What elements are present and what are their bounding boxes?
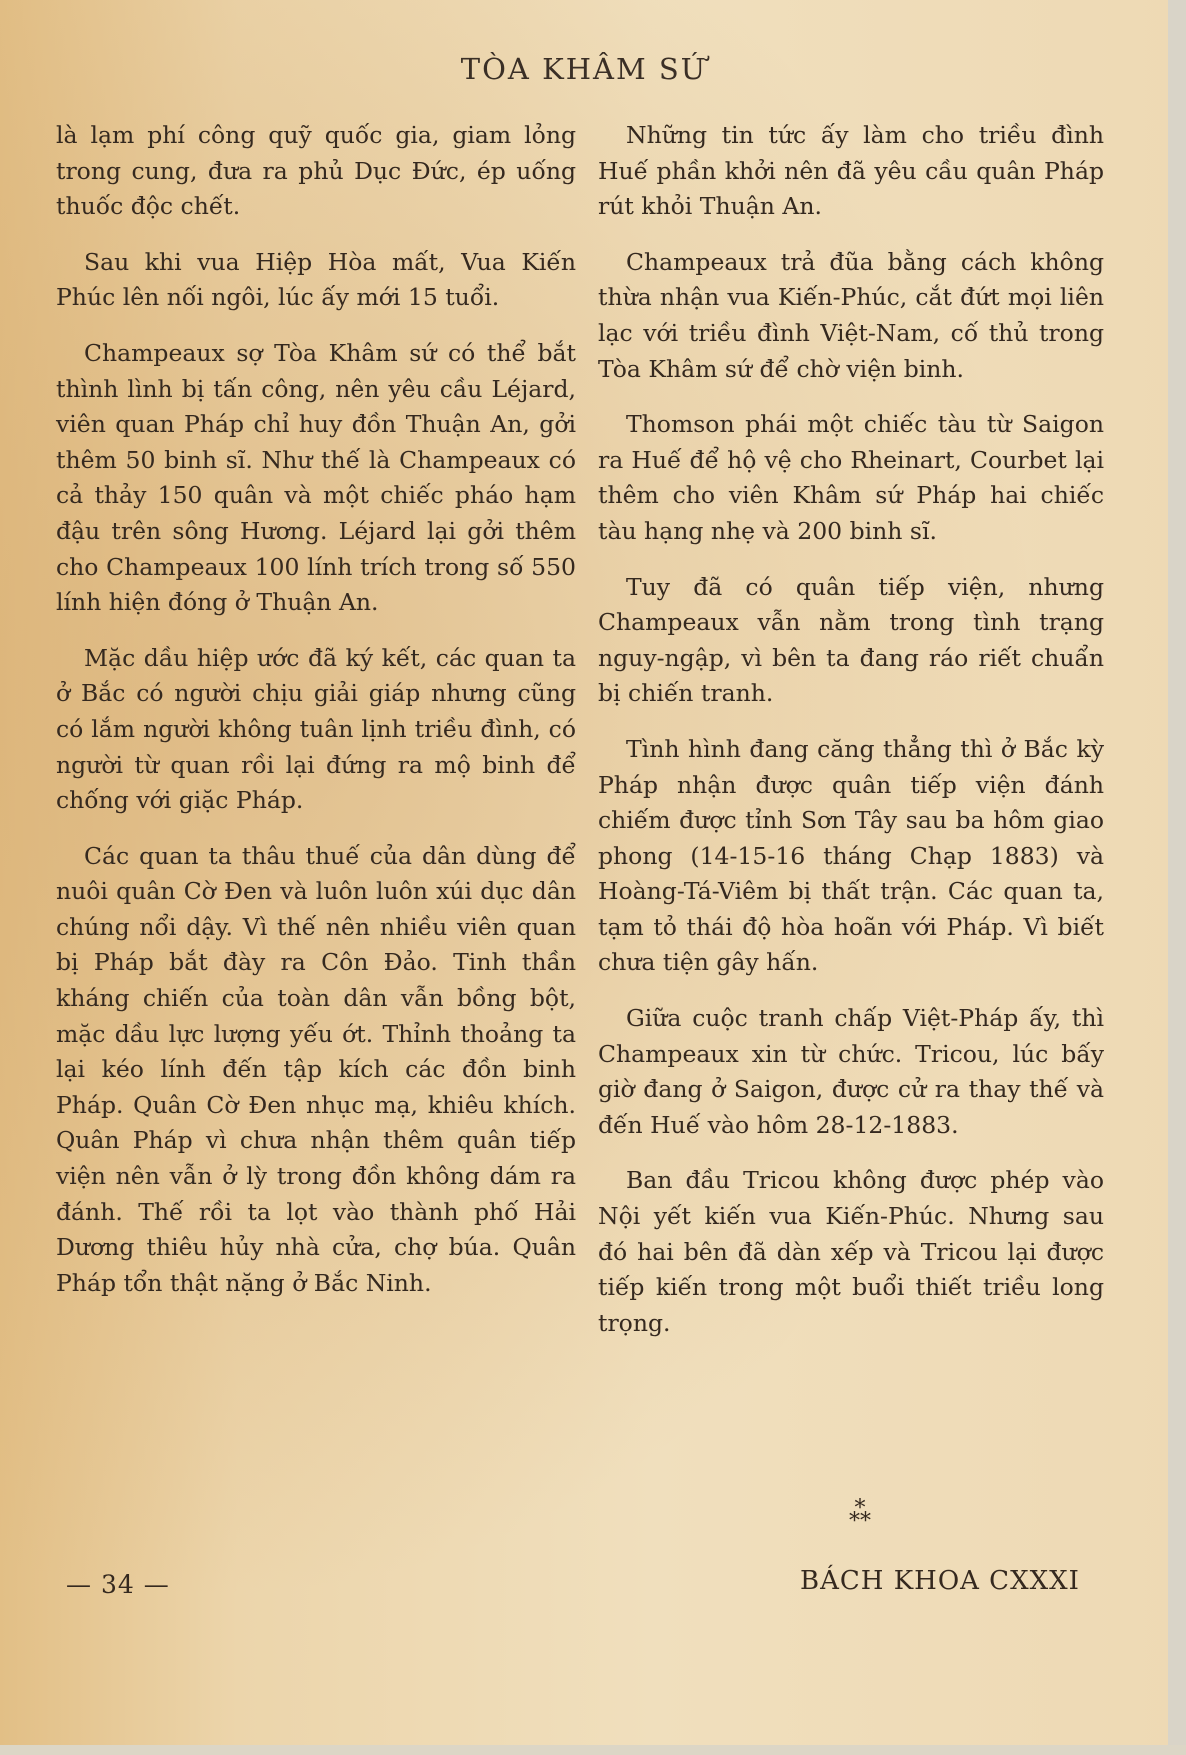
paragraph: Ban đầu Tricou không được phép vào Nội yết kiến vua Kiến-Phúc. Nhưng sau đó hai bên đã dàn xếp và Tricou lại được tiếp kiến trong một buổi thiết triều long trọng. [598,1166,1104,1337]
paragraph: Mặc dầu hiệp ước đã ký kết, các quan ta ở Bắc có người chịu giải giáp nhưng cũng có lắm người không tuân lịnh triều đình, có người từ quan rồi lại đứng ra mộ binh để chống với giặc Pháp. [56,643,576,815]
paragraph: Champeaux sợ Tòa Khâm sứ có thể bắt thình lình bị tấn công, nên yêu cầu Léjard, viên quan Pháp chỉ huy đồn Thuận An, gởi thêm 50 binh sĩ. Như thế là Champeaux có cả thảy 150 quân và một chiếc pháo hạm đậu trên sông Hương. Léjard lại gởi thêm cho Champeaux 100 lính trích trong số 550 lính hiện đóng ở Thuận An. [56,338,576,617]
paragraph: Các quan ta thâu thuế của dân dùng để nuôi quân Cờ Đen và luôn luôn xúi dục dân chúng nổi dậy. Vì thế nên nhiều viên quan bị Pháp bắt đày ra Côn Đảo. Tinh thần kháng chiến của toàn dân vẫn bồng bột, mặc dầu lực lượng yếu ớt. Thỉnh thoảng ta lại kéo lính đến tập kích các đồn binh Pháp. Quân Cờ Đen nhục mạ, khiêu khích. Quân Pháp vì chưa nhận thêm quân tiếp viện nên vẫn ở lỳ trong đồn không dám ra đánh. Thế rồi ta lọt vào thành phố Hải Dương thiêu hủy nhà cửa, chợ búa. Quân Pháp tổn thật nặng ở Bắc Ninh. [56,841,576,1297]
page-edge-bottom [0,1745,1186,1755]
publication-title: BÁCH KHOA CXXXI [800,1566,1080,1596]
paragraph: Champeaux trả đũa bằng cách không thừa nhận vua Kiến-Phúc, cắt đứt mọi liên lạc với triều đình Việt-Nam, cố thủ trong Tòa Khâm sứ để chờ viện binh. [598,247,1104,383]
paragraph: Tuy đã có quân tiếp viện, nhưng Champeaux vẫn nằm trong tình trạng nguy-ngập, vì bên ta đang ráo riết chuẩn bị chiến tranh. [598,572,1104,708]
left-column [56,118,576,1321]
paragraph: Sau khi vua Hiệp Hòa mất, Vua Kiến Phúc lên nối ngôi, lúc ấy mới 15 tuổi. [56,247,576,312]
page-edge-right [1168,0,1186,1755]
running-title: TÒA KHÂM SỨ [460,52,708,86]
right-column [598,118,1104,1361]
section-ornament: * ** [849,1496,871,1534]
paragraph: Thomson phái một chiếc tàu từ Saigon ra Huế để hộ vệ cho Rheinart, Courbet lại thêm cho viên Khâm sứ Pháp hai chiếc tàu hạng nhẹ và 200 binh sĩ. [598,410,1104,545]
paragraph: Tình hình đang căng thẳng thì ở Bắc kỳ Pháp nhận được quân tiếp viện đánh chiếm được tỉnh Sơn Tây sau ba hôm giao phong (14-15-16 tháng Chạp 1883) và Hoàng-Tá-Viêm bị thất trận. Các quan ta, tạm tỏ thái độ hòa hoãn với Pháp. Vì biết chưa tiện gây hấn. [598,734,1104,977]
paragraph: Những tin tức ấy làm cho triều đình Huế phần khởi nên đã yêu cầu quân Pháp rút khỏi Thuận An. [598,121,1104,221]
page-number: — 34 — [66,1570,170,1599]
paragraph: là lạm phí công quỹ quốc gia, giam lỏng trong cung, đưa ra phủ Dục Đức, ép uống thuốc độc chết. [56,121,576,221]
paragraph: Giữa cuộc tranh chấp Việt-Pháp ấy, thì Champeaux xin từ chức. Tricou, lúc bấy giờ đang ở Saigon, được cử ra thay thế và đến Huế vào hôm 28-12-1883. [598,1004,1104,1139]
